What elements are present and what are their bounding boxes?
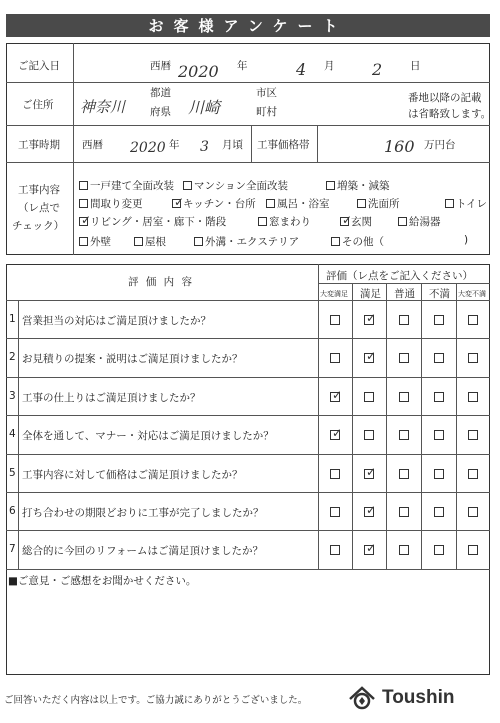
rating-checkbox[interactable] bbox=[399, 315, 409, 325]
survey-no-divider bbox=[18, 300, 19, 569]
address-prefecture-value: 神奈川 bbox=[80, 98, 126, 116]
period-era: 西暦 bbox=[82, 139, 103, 151]
work-option-checkbox[interactable] bbox=[79, 237, 88, 246]
rating-checkbox[interactable] bbox=[434, 507, 444, 517]
date-day-value: 2 bbox=[372, 60, 383, 79]
rating-level-header: 大変不満 bbox=[458, 290, 486, 298]
info-label-divider bbox=[73, 43, 74, 255]
price-unit: 万円台 bbox=[424, 139, 456, 151]
work-option-label: 窓まわり bbox=[269, 216, 311, 228]
rating-checkbox[interactable] bbox=[399, 545, 409, 555]
work-option-label: 玄関 bbox=[351, 216, 372, 228]
rating-checkbox[interactable] bbox=[330, 315, 340, 325]
work-option[interactable] bbox=[172, 196, 256, 211]
question-row-divider bbox=[6, 530, 490, 531]
rating-checkbox[interactable] bbox=[330, 469, 340, 479]
info-row-divider-2 bbox=[6, 125, 490, 126]
work-option-label: トイレ bbox=[456, 198, 487, 210]
rating-checkbox[interactable] bbox=[434, 430, 444, 440]
rating-checkbox[interactable] bbox=[364, 430, 374, 440]
work-option-checkbox[interactable] bbox=[194, 237, 203, 246]
date-year-unit: 年 bbox=[237, 60, 248, 72]
address-label: ご住所 bbox=[22, 99, 54, 111]
date-year-value: 2020 bbox=[178, 62, 219, 81]
rating-checkbox[interactable] bbox=[399, 507, 409, 517]
question-text: 打ち合わせの期限どおりに工事が完了しましたか？ bbox=[22, 507, 264, 519]
work-label-line3: チェック） bbox=[12, 220, 65, 232]
work-option[interactable] bbox=[79, 178, 174, 193]
work-option-checkbox[interactable] bbox=[326, 181, 335, 190]
address-city-value: 川崎 bbox=[188, 98, 221, 117]
work-option-checkbox[interactable] bbox=[398, 217, 407, 226]
price-divider-left bbox=[251, 125, 252, 162]
page-title: お客様アンケート bbox=[6, 14, 490, 37]
rating-level-header: 普通 bbox=[394, 288, 415, 300]
question-number: 7 bbox=[9, 543, 16, 556]
work-option[interactable] bbox=[79, 214, 226, 229]
survey-comment-divider bbox=[6, 569, 490, 570]
date-day-unit: 日 bbox=[410, 60, 421, 72]
question-text: 全体を通して、マナー・対応はご満足頂けましたか？ bbox=[22, 430, 274, 443]
date-month-value: 4 bbox=[296, 60, 307, 79]
rating-checkbox[interactable] bbox=[330, 507, 340, 517]
check-mark-icon: ✓ bbox=[332, 426, 343, 441]
rating-checkbox[interactable] bbox=[330, 426, 343, 441]
work-option-checkbox[interactable] bbox=[79, 181, 88, 190]
work-option-label: 外溝・エクステリア bbox=[205, 236, 300, 248]
work-option-checkbox[interactable] bbox=[183, 181, 192, 190]
rating-checkbox[interactable] bbox=[364, 311, 377, 325]
work-option[interactable] bbox=[79, 234, 111, 249]
question-number: 1 bbox=[9, 313, 16, 325]
survey-header-content: 評 価 内 容 bbox=[128, 276, 195, 288]
question-row-divider bbox=[6, 492, 490, 493]
check-mark-icon: ✓ bbox=[366, 311, 377, 325]
question-row-divider bbox=[6, 415, 490, 416]
price-label: 工事価格帯 bbox=[257, 139, 310, 151]
rating-checkbox[interactable] bbox=[364, 392, 374, 402]
period-month-unit: 月頃 bbox=[222, 139, 243, 151]
work-option-label: 給湯器 bbox=[409, 216, 441, 228]
address-note-line1: 番地以降の記載 bbox=[408, 92, 482, 104]
work-option-label: 増築・減築 bbox=[337, 180, 390, 192]
date-label: ご記入日 bbox=[18, 60, 60, 72]
work-option-label: 屋根 bbox=[145, 236, 166, 248]
rating-checkbox[interactable] bbox=[468, 507, 478, 517]
work-option[interactable] bbox=[340, 214, 372, 229]
work-option-checkbox[interactable] bbox=[79, 199, 88, 208]
work-option-label: リビング・居室・廊下・階段 bbox=[90, 216, 227, 228]
question-text: お見積りの提案・説明はご満足頂けましたか？ bbox=[22, 353, 243, 366]
check-mark-icon: ✓ bbox=[366, 503, 377, 517]
work-option-checkbox[interactable] bbox=[340, 213, 353, 227]
rating-checkbox[interactable] bbox=[434, 315, 444, 325]
rating-checkbox[interactable] bbox=[468, 469, 478, 479]
brand-logo bbox=[348, 685, 454, 711]
rating-checkbox[interactable] bbox=[468, 353, 478, 363]
brand-name: Toushin bbox=[382, 687, 455, 708]
work-option-label: マンション全面改装 bbox=[194, 180, 289, 192]
rating-checkbox[interactable] bbox=[330, 545, 340, 555]
rating-checkbox[interactable] bbox=[364, 464, 377, 479]
rating-checkbox[interactable] bbox=[434, 545, 444, 555]
work-option[interactable] bbox=[266, 196, 330, 211]
work-option-checkbox[interactable] bbox=[331, 237, 340, 246]
address-todofu-bottom: 府県 bbox=[150, 106, 171, 118]
period-label: 工事時期 bbox=[18, 139, 60, 151]
price-value: 160 bbox=[384, 137, 415, 156]
question-row-divider bbox=[6, 338, 490, 339]
rating-checkbox[interactable] bbox=[399, 430, 409, 440]
period-year-value: 2020 bbox=[130, 140, 166, 156]
check-mark-icon: ✓ bbox=[366, 464, 377, 479]
work-option[interactable] bbox=[79, 196, 143, 211]
rating-checkbox[interactable] bbox=[364, 349, 377, 364]
question-row-divider bbox=[6, 377, 490, 378]
work-option-checkbox[interactable] bbox=[266, 199, 275, 208]
work-option-label: 洗面所 bbox=[368, 198, 400, 210]
work-label-line2: （レ点で bbox=[18, 202, 60, 214]
work-option[interactable] bbox=[326, 178, 390, 193]
rating-checkbox[interactable] bbox=[330, 353, 340, 363]
comment-area[interactable] bbox=[8, 590, 486, 672]
comment-label: ■ご意見・ご感想をお聞かせください。 bbox=[8, 575, 197, 587]
question-number: 2 bbox=[9, 351, 16, 364]
check-mark-icon: ✓ bbox=[366, 541, 377, 556]
question-number: 4 bbox=[9, 428, 16, 441]
question-text: 工事内容に対して価格はご満足頂けましたか？ bbox=[22, 468, 243, 481]
work-option[interactable] bbox=[183, 178, 288, 193]
work-option[interactable] bbox=[331, 234, 384, 249]
work-option-checkbox[interactable] bbox=[357, 199, 366, 208]
work-other-close: ) bbox=[464, 234, 469, 246]
rating-checkbox[interactable] bbox=[434, 469, 444, 479]
rating-col-divider bbox=[352, 283, 353, 569]
rating-checkbox[interactable] bbox=[434, 353, 444, 363]
rating-col-divider bbox=[386, 283, 387, 569]
question-number: 6 bbox=[9, 505, 16, 517]
rating-checkbox[interactable] bbox=[399, 392, 409, 402]
rating-checkbox[interactable] bbox=[364, 503, 377, 517]
address-shiku-top: 市区 bbox=[256, 87, 277, 99]
rating-checkbox[interactable] bbox=[468, 430, 478, 440]
check-mark-icon: ✓ bbox=[81, 213, 92, 227]
address-todofu-top: 都道 bbox=[150, 87, 171, 99]
work-option[interactable] bbox=[134, 234, 166, 249]
rating-col-divider bbox=[421, 283, 422, 569]
work-option-label: 一戸建て全面改装 bbox=[90, 180, 174, 192]
survey-header-rating: 評価（レ点をご記入ください） bbox=[326, 270, 473, 282]
question-text: 営業担当の対応はご満足頂けましたか？ bbox=[22, 315, 211, 327]
question-number: 5 bbox=[9, 466, 16, 479]
check-mark-icon: ✓ bbox=[174, 195, 185, 209]
work-label-line1: 工事内容 bbox=[18, 184, 60, 196]
question-number: 3 bbox=[9, 389, 16, 402]
info-row-divider-3 bbox=[6, 162, 490, 163]
question-row-divider bbox=[6, 454, 490, 455]
work-option-checkbox[interactable] bbox=[79, 213, 92, 227]
check-mark-icon: ✓ bbox=[332, 387, 343, 402]
address-note-line2: は省略致します。 bbox=[408, 108, 492, 120]
work-option[interactable] bbox=[357, 196, 400, 211]
work-option-checkbox[interactable] bbox=[445, 199, 454, 208]
scan-edge bbox=[320, 0, 480, 6]
info-row-divider-1 bbox=[6, 82, 490, 83]
question-text: 総合的に今回のリフォームはご満足頂けましたか？ bbox=[22, 545, 263, 558]
period-month-value: 3 bbox=[200, 139, 209, 155]
rating-col-divider bbox=[456, 283, 457, 569]
work-option-label: 外壁 bbox=[90, 236, 111, 248]
footer-text: ご回答いただく内容は以上です。ご協力誠にありがとうございました。 bbox=[4, 695, 308, 706]
work-option-checkbox[interactable] bbox=[258, 217, 267, 226]
question-text: 工事の仕上りはご満足頂けましたか？ bbox=[22, 391, 201, 404]
date-era: 西暦 bbox=[150, 60, 171, 72]
rating-level-header: 不満 bbox=[429, 288, 450, 300]
rating-checkbox[interactable] bbox=[399, 469, 409, 479]
address-shiku-bottom: 町村 bbox=[256, 106, 277, 118]
check-mark-icon: ✓ bbox=[366, 349, 377, 364]
work-option-label: 風呂・浴室 bbox=[277, 198, 330, 210]
work-option[interactable] bbox=[398, 214, 441, 229]
rating-checkbox[interactable] bbox=[468, 315, 478, 325]
work-option-label: 間取り変更 bbox=[90, 198, 143, 210]
price-divider-right bbox=[317, 125, 318, 162]
rating-checkbox[interactable] bbox=[399, 353, 409, 363]
rating-checkbox[interactable] bbox=[330, 387, 343, 402]
rating-checkbox[interactable] bbox=[468, 545, 478, 555]
check-mark-icon: ✓ bbox=[342, 213, 353, 227]
work-option-label: キッチン・台所 bbox=[183, 198, 256, 210]
rating-level-header: 大変満足 bbox=[320, 290, 348, 298]
work-option-checkbox[interactable] bbox=[172, 195, 185, 209]
survey-header-bottom bbox=[6, 300, 490, 301]
work-option[interactable] bbox=[445, 196, 487, 211]
date-month-unit: 月 bbox=[324, 60, 335, 72]
rating-checkbox[interactable] bbox=[468, 392, 478, 402]
work-option-checkbox[interactable] bbox=[134, 237, 143, 246]
work-option[interactable] bbox=[258, 214, 311, 229]
survey-content-divider bbox=[318, 264, 319, 569]
work-option[interactable] bbox=[194, 234, 299, 249]
survey-header-sub bbox=[318, 283, 490, 284]
rating-checkbox[interactable] bbox=[434, 392, 444, 402]
rating-checkbox[interactable] bbox=[364, 541, 377, 556]
house-logo-icon bbox=[348, 685, 376, 711]
work-option-label: その他（ bbox=[342, 236, 384, 248]
rating-level-header: 満足 bbox=[360, 288, 381, 300]
period-year-unit: 年 bbox=[169, 139, 180, 151]
